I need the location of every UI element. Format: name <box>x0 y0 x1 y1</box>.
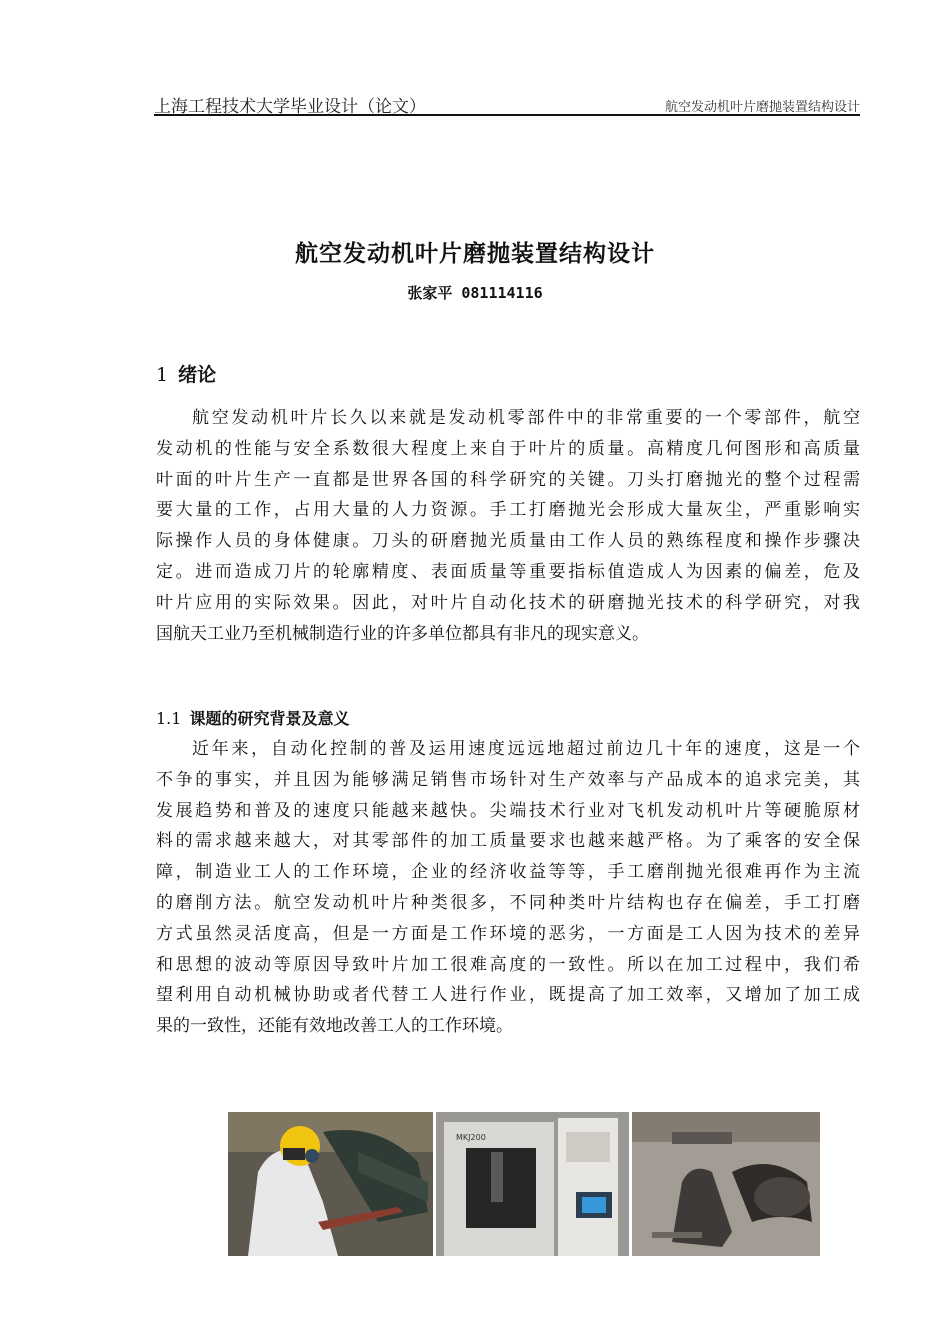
paragraph-line: 和思想的波动等原因导致叶片加工很难高度的一致性。所以在加工过程中，我们希 <box>156 954 860 975</box>
paragraph-line: 望利用自动机械协助或者代替工人进行作业，既提高了加工效率，又增加了加工成 <box>156 985 860 1006</box>
paragraph-line: 际操作人员的身体健康。刀头的研磨抛光质量由工作人员的熟练程度和操作步骤决 <box>156 531 860 552</box>
paragraph-line: 的磨削方法。航空发动机叶片种类很多，不同种类叶片结构也存在偏差，手工打磨 <box>156 892 860 913</box>
paragraph-line: 障，制造业工人的工作环境，企业的经济收益等等，手工磨削抛光很难再作为主流 <box>156 862 860 883</box>
paper-title: 航空发动机叶片磨抛装置结构设计 <box>295 241 655 267</box>
figure-photos <box>228 1112 820 1256</box>
paragraph-line: 不争的事实，并且因为能够满足销售市场针对生产效率与产品成本的追求完美，其 <box>156 769 860 790</box>
section-1-heading <box>156 360 216 387</box>
section-1-1-heading <box>156 706 349 729</box>
paragraph-line: 发展趋势和普及的速度只能越来越快。尖端技术行业对飞机发动机叶片等硬脆原材 <box>156 800 860 821</box>
header-university-title: 上海工程技术大学毕业设计（论文） <box>154 97 426 117</box>
author-line: 张家平 081114116 <box>407 284 543 302</box>
machine-label: MKJ200 <box>456 1133 486 1142</box>
paragraph-line: 叶片应用的实际效果。因此，对叶片自动化技术的研磨抛光技术的科学研究，对我 <box>156 592 860 613</box>
paragraph-line: 方式虽然灵活度高，但是一方面是工作环境的恶劣，一方面是工人因为技术的差异 <box>156 923 860 944</box>
section-1-1-paragraph <box>156 734 860 1042</box>
manual-polishing-illustration <box>228 1112 433 1256</box>
paragraph-line: 果的一致性，还能有效地改善工人的工作环境。 <box>156 1016 513 1037</box>
header-rule <box>154 114 860 116</box>
paragraph-line: 定。进而造成刀片的轮廓精度、表面质量等重要指标值造成人为因素的偏差，危及 <box>156 561 860 582</box>
paragraph-line: 国航天工业乃至机械制造行业的许多单位都具有非凡的现实意义。 <box>156 623 649 644</box>
paragraph-line: 航空发动机叶片长久以来就是发动机零部件中的非常重要的一个零部件，航空 <box>192 408 860 428</box>
section-1-paragraph <box>156 403 860 649</box>
paragraph-line: 发动机的性能与安全系数很大程度上来自于叶片的质量。高精度几何图形和高质量 <box>156 438 860 459</box>
photo-manual-polishing <box>228 1112 433 1256</box>
polishing-machine-illustration <box>436 1112 629 1256</box>
page-header <box>154 92 860 117</box>
section-1-title: 绪论 <box>178 364 217 386</box>
photo-polishing-machine <box>436 1112 629 1256</box>
section-1-1-number: 1.1 <box>156 709 182 728</box>
paragraph-line: 叶面的叶片生产一直都是世界各国的科学研究的关键。刀头打磨抛光的整个过程需 <box>156 469 860 490</box>
header-thesis-title: 航空发动机叶片磨抛装置结构设计 <box>664 100 860 115</box>
photo-belt-grinding-blade <box>632 1112 820 1256</box>
section-1-1-title: 课题的研究背景及意义 <box>189 709 350 728</box>
paragraph-line: 近年来，自动化控制的普及运用速度远远地超过前边几十年的速度，这是一个 <box>192 739 860 759</box>
paragraph-line: 要大量的工作，占用大量的人力资源。手工打磨抛光会形成大量灰尘，严重影响实 <box>156 500 860 521</box>
paragraph-line: 料的需求越来越大，对其零部件的加工质量要求也越来越严格。为了乘客的安全保 <box>156 831 860 852</box>
belt-grinding-illustration <box>632 1112 820 1256</box>
section-1-number: 1 <box>156 364 169 386</box>
